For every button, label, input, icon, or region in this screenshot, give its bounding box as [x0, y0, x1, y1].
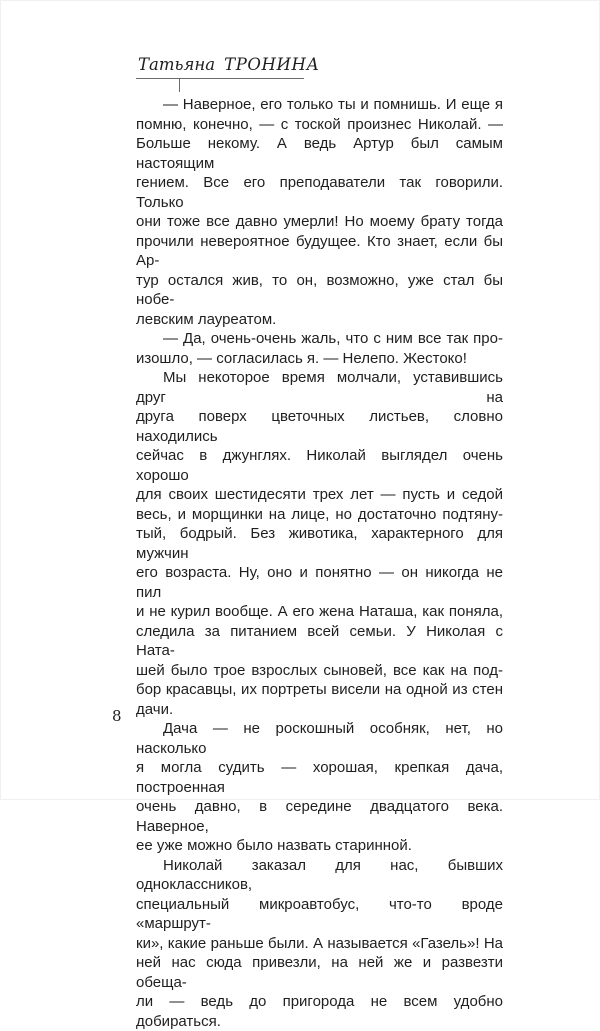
- header-tick-mark: [179, 78, 180, 92]
- text-line: тур остался жив, то он, возможно, уже стал бы нобе-: [136, 271, 503, 308]
- text-line: его возраста. Ну, оно и понятно — он никогда не пил: [136, 564, 503, 601]
- text-line: Мы некоторое время молчали, уставившись друг на: [136, 369, 503, 406]
- text-line: бор красавцы, их портреты висели на одной из стен: [136, 681, 503, 698]
- text-line: Дача — не роскошный особняк, нет, но насколько: [136, 720, 503, 757]
- body-text: [136, 95, 503, 1031]
- text-line: — Наверное, его только ты и помнишь. И еще я: [163, 96, 503, 113]
- text-line: они тоже все давно умерли! Но моему брату тогда: [136, 213, 503, 230]
- text-line: специальный микроавтобус, что-то вроде «маршрут-: [136, 895, 503, 932]
- page-number: 8: [112, 707, 122, 725]
- running-header: [138, 55, 320, 75]
- text-line: и не курил вообще. А его жена Наташа, как поняла,: [136, 603, 503, 620]
- text-line: ки», какие раньше были. А называется «Газель»! На: [136, 934, 503, 952]
- text-line: ли — ведь до пригорода не всем удобно добираться.: [136, 993, 503, 1030]
- text-line: весь, и морщинки на лице, но достаточно подтяну-: [136, 505, 503, 523]
- text-line: ней нас сюда привезли, на ней же и развезти обеща-: [136, 954, 503, 991]
- text-line: — Да, очень-очень жаль, что с ним все так про-: [163, 330, 503, 347]
- text-line: левским лауреатом.: [136, 310, 277, 328]
- text-line: очень давно, в середине двадцатого века. Наверное,: [136, 798, 503, 835]
- text-line: дачи.: [136, 700, 174, 718]
- text-line: я могла судить — хорошая, крепкая дача, построенная: [136, 759, 503, 796]
- text-line: следила за питанием всей семьи. У Николая с Ната-: [136, 622, 503, 659]
- text-line: помню, конечно, — с тоской произнес Николай. —: [136, 115, 503, 133]
- text-line: для своих шестидесяти трех лет — пусть и седой: [136, 486, 503, 503]
- text-line: Больше некому. А ведь Артур был самым настоящим: [136, 135, 503, 172]
- header-rule: [136, 78, 304, 79]
- text-line: гением. Все его преподаватели так говорили. Только: [136, 174, 503, 211]
- text-line: шей было трое взрослых сыновей, все как на под-: [136, 661, 503, 679]
- text-line: изошло, — согласилась я. — Нелепо. Жестоко!: [136, 349, 467, 367]
- text-line: друга поверх цветочных листьев, словно находились: [136, 408, 503, 445]
- author-last-name: ТРОНИНА: [224, 55, 320, 74]
- text-line: Николай заказал для нас, бывших одноклассников,: [136, 856, 503, 893]
- text-line: сейчас в джунглях. Николай выглядел очень хорошо: [136, 447, 503, 484]
- author-first-name: Татьяна: [138, 55, 216, 74]
- text-line: тый, бодрый. Без животика, характерного для мужчин: [136, 525, 503, 562]
- text-line: ее уже можно было назвать старинной.: [136, 837, 412, 854]
- text-line: прочили невероятное будущее. Кто знает, если бы Ар-: [136, 232, 503, 269]
